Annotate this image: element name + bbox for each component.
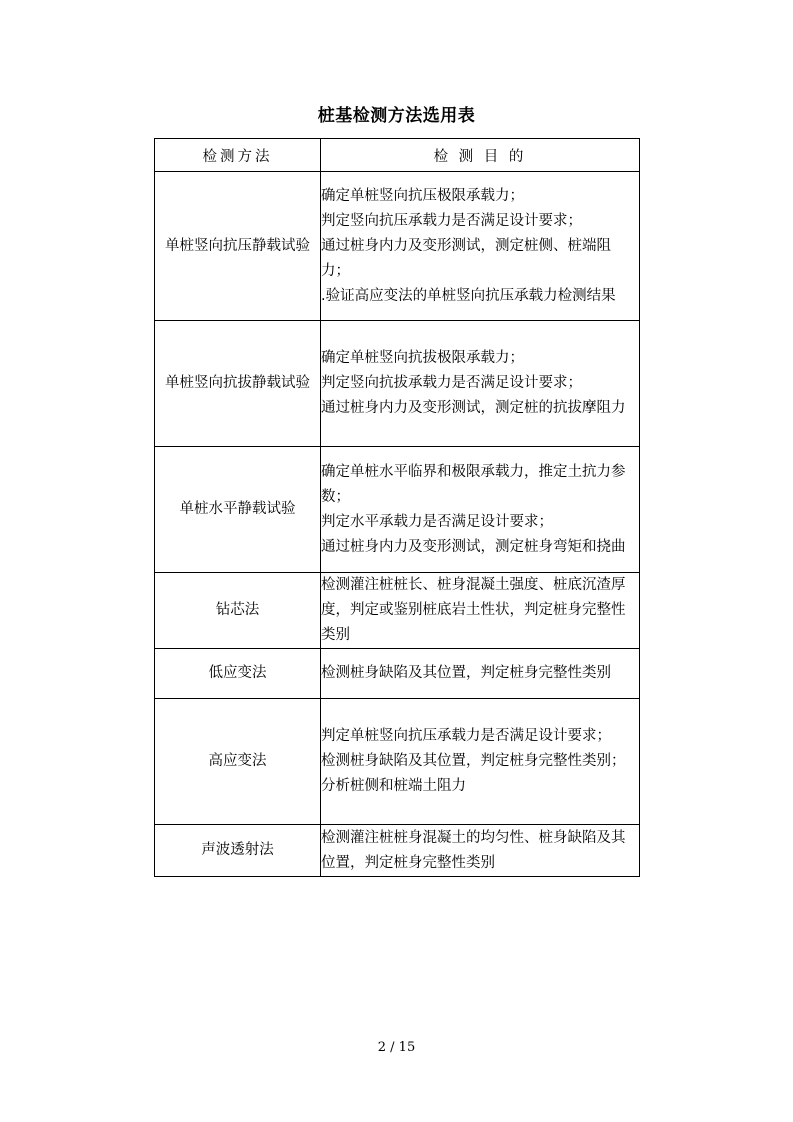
purpose-line: 判定竖向抗压承载力是否满足设计要求； (321, 212, 582, 229)
header-purpose: 检 测 目 的 (321, 139, 640, 172)
table-body (155, 172, 640, 877)
page-number: 2 / 15 (377, 1040, 416, 1055)
table-header-row (155, 139, 640, 172)
table-row (155, 573, 640, 649)
table-row (155, 649, 640, 699)
purpose-line: .验证高应变法的单桩竖向抗压承载力检测结果 (321, 287, 616, 304)
table-row (155, 825, 640, 877)
purpose-line: 判定单桩竖向抗压承载力是否满足设计要求； (321, 728, 611, 744)
purpose-cell (321, 649, 640, 699)
table-row (155, 172, 640, 321)
purpose-cell (321, 825, 640, 877)
purpose-line: 判定水平承载力是否满足设计要求； (321, 513, 553, 530)
header-method: 检测方法 (155, 139, 321, 172)
purpose-line: 通过桩身内力及变形测试，测定桩的抗拔摩阻力 (321, 400, 626, 416)
purpose-line: 分析桩侧和桩端土阻力 (321, 778, 466, 794)
table-row (155, 699, 640, 825)
table-row (155, 447, 640, 573)
purpose-line: 检测桩身缺陷及其位置，判定桩身完整性类别； (321, 753, 626, 769)
purpose-line: 通过桩身内力及变形测试，测定桩侧、桩端阻力； (321, 237, 611, 279)
purpose-cell (321, 172, 640, 321)
method-cell: 高应变法 (155, 699, 321, 825)
purpose-line: 通过桩身内力及变形测试，测定桩身弯矩和挠曲 (321, 538, 626, 555)
method-cell: 钻芯法 (155, 573, 321, 649)
method-cell: 单桩水平静载试验 (155, 447, 321, 573)
purpose-line: 确定单桩竖向抗拔极限承载力； (321, 350, 524, 366)
purpose-line: 检测桩身缺陷及其位置，判定桩身完整性类别 (321, 665, 611, 681)
method-cell: 单桩竖向抗拔静载试验 (155, 321, 321, 447)
method-cell: 低应变法 (155, 649, 321, 699)
purpose-cell (321, 573, 640, 649)
document-title: 桩基检测方法选用表 (317, 106, 476, 126)
purpose-cell (321, 699, 640, 825)
purpose-cell (321, 321, 640, 447)
purpose-line: 检测灌注桩桩身混凝土的均匀性、桩身缺陷及其位置，判定桩身完整性类别 (321, 829, 626, 871)
purpose-line: 确定单桩竖向抗压极限承载力； (321, 187, 524, 204)
table-row (155, 321, 640, 447)
purpose-line: 检测灌注桩桩长、桩身混凝土强度、桩底沉渣厚度，判定或鉴别桩底岩土性状，判定桩身完整性类别 (321, 577, 626, 643)
method-cell: 声波透射法 (155, 825, 321, 877)
purpose-cell (321, 447, 640, 573)
purpose-line: 判定竖向抗拔承载力是否满足设计要求； (321, 375, 582, 391)
pile-test-methods-table (154, 138, 640, 877)
purpose-line: 确定单桩水平临界和极限承载力，推定土抗力参数； (321, 463, 626, 505)
method-cell: 单桩竖向抗压静载试验 (155, 172, 321, 321)
